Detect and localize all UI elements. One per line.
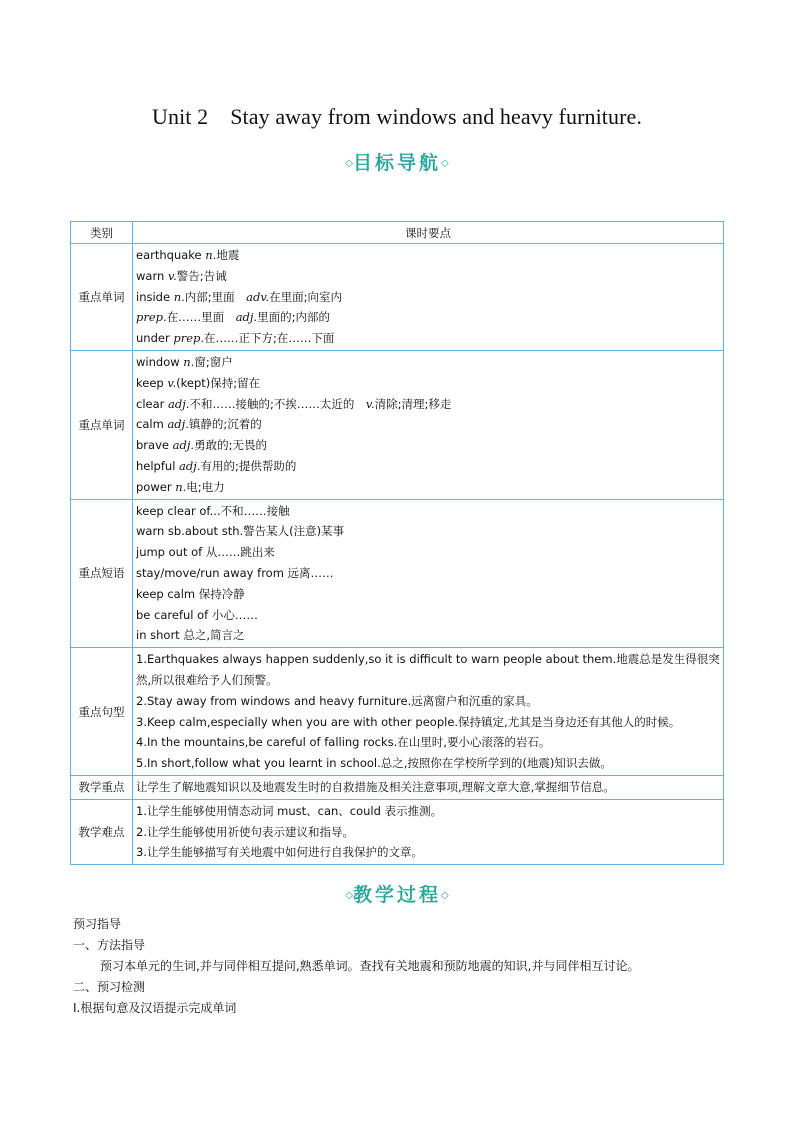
unit-label: Unit 2 [151, 104, 209, 129]
table-row [71, 648, 724, 776]
list-item: inside n.内部;里面 adv.在里面;向室内 [136, 289, 343, 304]
table-header-row [71, 222, 724, 244]
list-item: keep calm 保持冷静 [136, 586, 245, 601]
row-content [133, 499, 724, 648]
diamond-icon: ◇ [345, 158, 353, 169]
section-heading-goals [0, 148, 794, 175]
section-heading-process [0, 880, 794, 907]
exercise-instruction: Ⅰ.根据句意及汉语提示完成单词 [73, 1001, 237, 1015]
lesson-points-table [70, 221, 724, 865]
list-item: stay/move/run away from 远离…… [136, 565, 334, 580]
list-item: 2.Stay away from windows and heavy furniture.远离窗户和沉重的家具。 [136, 693, 538, 708]
list-item: keep v.(kept)保持;留在 [136, 375, 261, 390]
table-row [71, 244, 724, 351]
list-item: warn sb.about sth.警告某人(注意)某事 [136, 524, 345, 539]
row-content [133, 775, 724, 799]
list-item: earthquake n.地震 [136, 248, 240, 262]
diamond-icon: ◇ [345, 890, 353, 901]
list-item: warn v.警告;告诫 [136, 268, 227, 283]
row-category: 重点短语 [71, 499, 133, 648]
list-item: calm adj.镇静的;沉着的 [136, 417, 262, 432]
table-row [71, 799, 724, 864]
row-category: 重点单词 [71, 350, 133, 499]
list-item: 让学生了解地震知识以及地震发生时的自救措施及相关注意事项,理解文章大意,掌握细节信息。 [136, 779, 615, 794]
list-item: window n.窗;窗户 [136, 354, 233, 369]
list-item: jump out of 从……跳出来 [136, 545, 275, 560]
list-item: keep clear of...不和……接触 [136, 503, 290, 518]
row-content [133, 648, 724, 776]
list-item: brave adj.勇敢的;无畏的 [136, 438, 267, 453]
list-item: in short 总之,简言之 [136, 628, 245, 643]
method-guide-paragraph: 预习本单元的生词,并与同伴相互提问,熟悉单词。查找有关地震和预防地震的知识,并与同伴相互讨论。 [100, 959, 640, 973]
section-heading-text: 教学过程 [352, 884, 441, 906]
row-category: 教学难点 [71, 799, 133, 864]
table-row [71, 775, 724, 799]
list-item: helpful adj.有用的;提供帮助的 [136, 458, 297, 473]
section-heading-text: 目标导航 [352, 152, 441, 174]
preview-guide-heading: 预习指导 [73, 917, 122, 931]
list-item: prep.在……里面 adj.里面的;内部的 [136, 310, 331, 325]
list-item: 5.In short,follow what you learnt in school.总之,按照你在学校所学到的(地震)知识去做。 [136, 756, 612, 771]
list-item: be careful of 小心…… [136, 607, 258, 622]
header-category: 类别 [71, 222, 133, 244]
list-item: clear adj.不和……接触的;不挨……太近的 v.清除;清理;移走 [136, 396, 452, 411]
row-content [133, 799, 724, 864]
list-item: power n.电;电力 [136, 479, 225, 494]
list-item: 3.Keep calm,especially when you are with other people.保持镇定,尤其是当身边还有其他人的时候。 [136, 714, 681, 729]
list-item: 3.让学生能够描写有关地震中如何进行自我保护的文章。 [136, 845, 423, 860]
diamond-icon: ◇ [441, 890, 449, 901]
row-content [133, 350, 724, 499]
list-item: under prep.在……正下方;在……下面 [136, 331, 335, 346]
table-row [71, 350, 724, 499]
list-item: 2.让学生能够使用祈使句表示建议和指导。 [136, 824, 354, 839]
list-item: 4.In the mountains,be careful of falling rocks.在山里时,要小心滚落的岩石。 [136, 735, 551, 750]
list-item: 1.Earthquakes always happen suddenly,so it is difficult to warn people about them.地震总是发生得很突然,所以很难给予人们预警。 [136, 652, 720, 687]
row-content [133, 244, 724, 351]
header-points: 课时要点 [133, 222, 724, 244]
preview-check-heading: 二、预习检测 [73, 980, 146, 994]
page-title [0, 104, 794, 130]
row-category: 重点单词 [71, 244, 133, 351]
method-guide-heading: 一、方法指导 [73, 938, 146, 952]
row-category: 教学重点 [71, 775, 133, 799]
list-item: 1.让学生能够使用情态动词 must、can、could 表示推测。 [136, 803, 443, 818]
table-row [71, 499, 724, 648]
row-category: 重点句型 [71, 648, 133, 776]
diamond-icon: ◇ [441, 158, 449, 169]
unit-title: Stay away from windows and heavy furniture. [230, 104, 643, 129]
